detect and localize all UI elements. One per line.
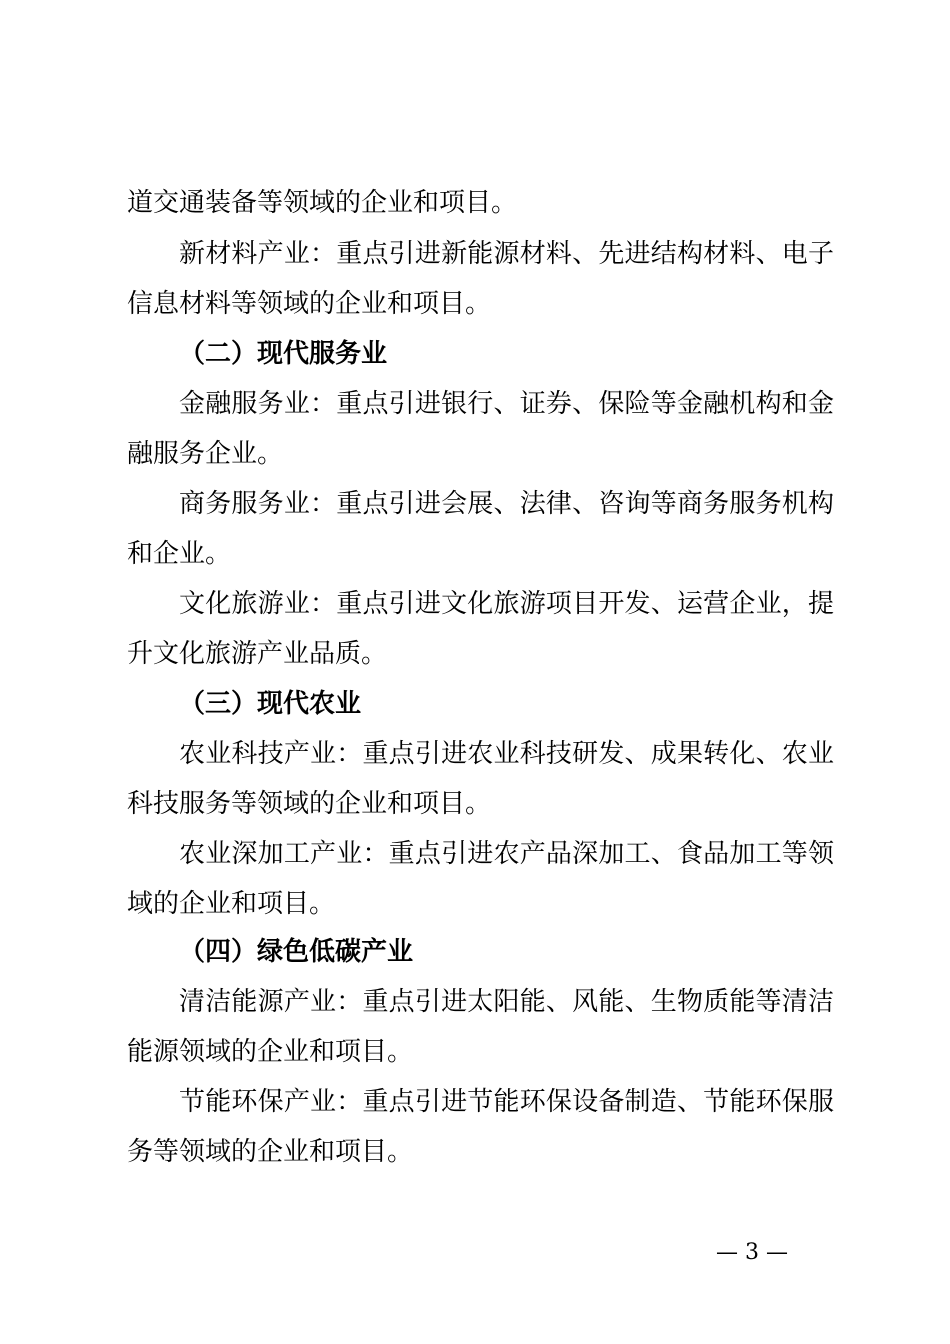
paragraph-line-rail-transit-continuation: 道交通装备等领域的企业和项目。 [127, 188, 518, 218]
page-number: — 3 — [716, 1240, 788, 1265]
paragraph-line-agri-processing-continuation: 域的企业和项目。 [127, 889, 336, 919]
paragraph-line-culture-tourism-continuation: 升文化旅游产业品质。 [127, 639, 388, 669]
paragraph-line-agri-tech-continuation: 科技服务等领域的企业和项目。 [127, 789, 492, 819]
paragraph-line-energy-saving: 节能环保产业：重点引进节能环保设备制造、节能环保服 [179, 1087, 834, 1117]
paragraph-line-agri-processing: 农业深加工产业：重点引进农产品深加工、食品加工等领 [179, 839, 834, 869]
paragraph-line-culture-tourism: 文化旅游业：重点引进文化旅游项目开发、运营企业，提 [179, 589, 834, 619]
paragraph-line-business-services: 商务服务业：重点引进会展、法律、咨询等商务服务机构 [179, 489, 834, 519]
paragraph-line-financial-services: 金融服务业：重点引进银行、证券、保险等金融机构和金 [179, 389, 834, 419]
paragraph-line-agri-tech: 农业科技产业：重点引进农业科技研发、成果转化、农业 [179, 739, 834, 769]
paragraph-line-new-materials: 新材料产业：重点引进新能源材料、先进结构材料、电子 [179, 239, 834, 269]
paragraph-line-new-materials-continuation: 信息材料等领域的企业和项目。 [127, 289, 492, 319]
paragraph-line-financial-services-continuation: 融服务企业。 [127, 439, 284, 469]
section-heading-modern-agriculture: （三）现代农业 [179, 689, 362, 719]
paragraph-line-clean-energy-continuation: 能源领域的企业和项目。 [127, 1037, 414, 1067]
paragraph-line-clean-energy: 清洁能源产业：重点引进太阳能、风能、生物质能等清洁 [179, 987, 834, 1017]
paragraph-line-energy-saving-continuation: 务等领域的企业和项目。 [127, 1137, 414, 1167]
section-heading-green-low-carbon: （四）绿色低碳产业 [179, 937, 414, 967]
section-heading-modern-services: （二）现代服务业 [179, 339, 388, 369]
paragraph-line-business-services-continuation: 和企业。 [127, 539, 232, 569]
